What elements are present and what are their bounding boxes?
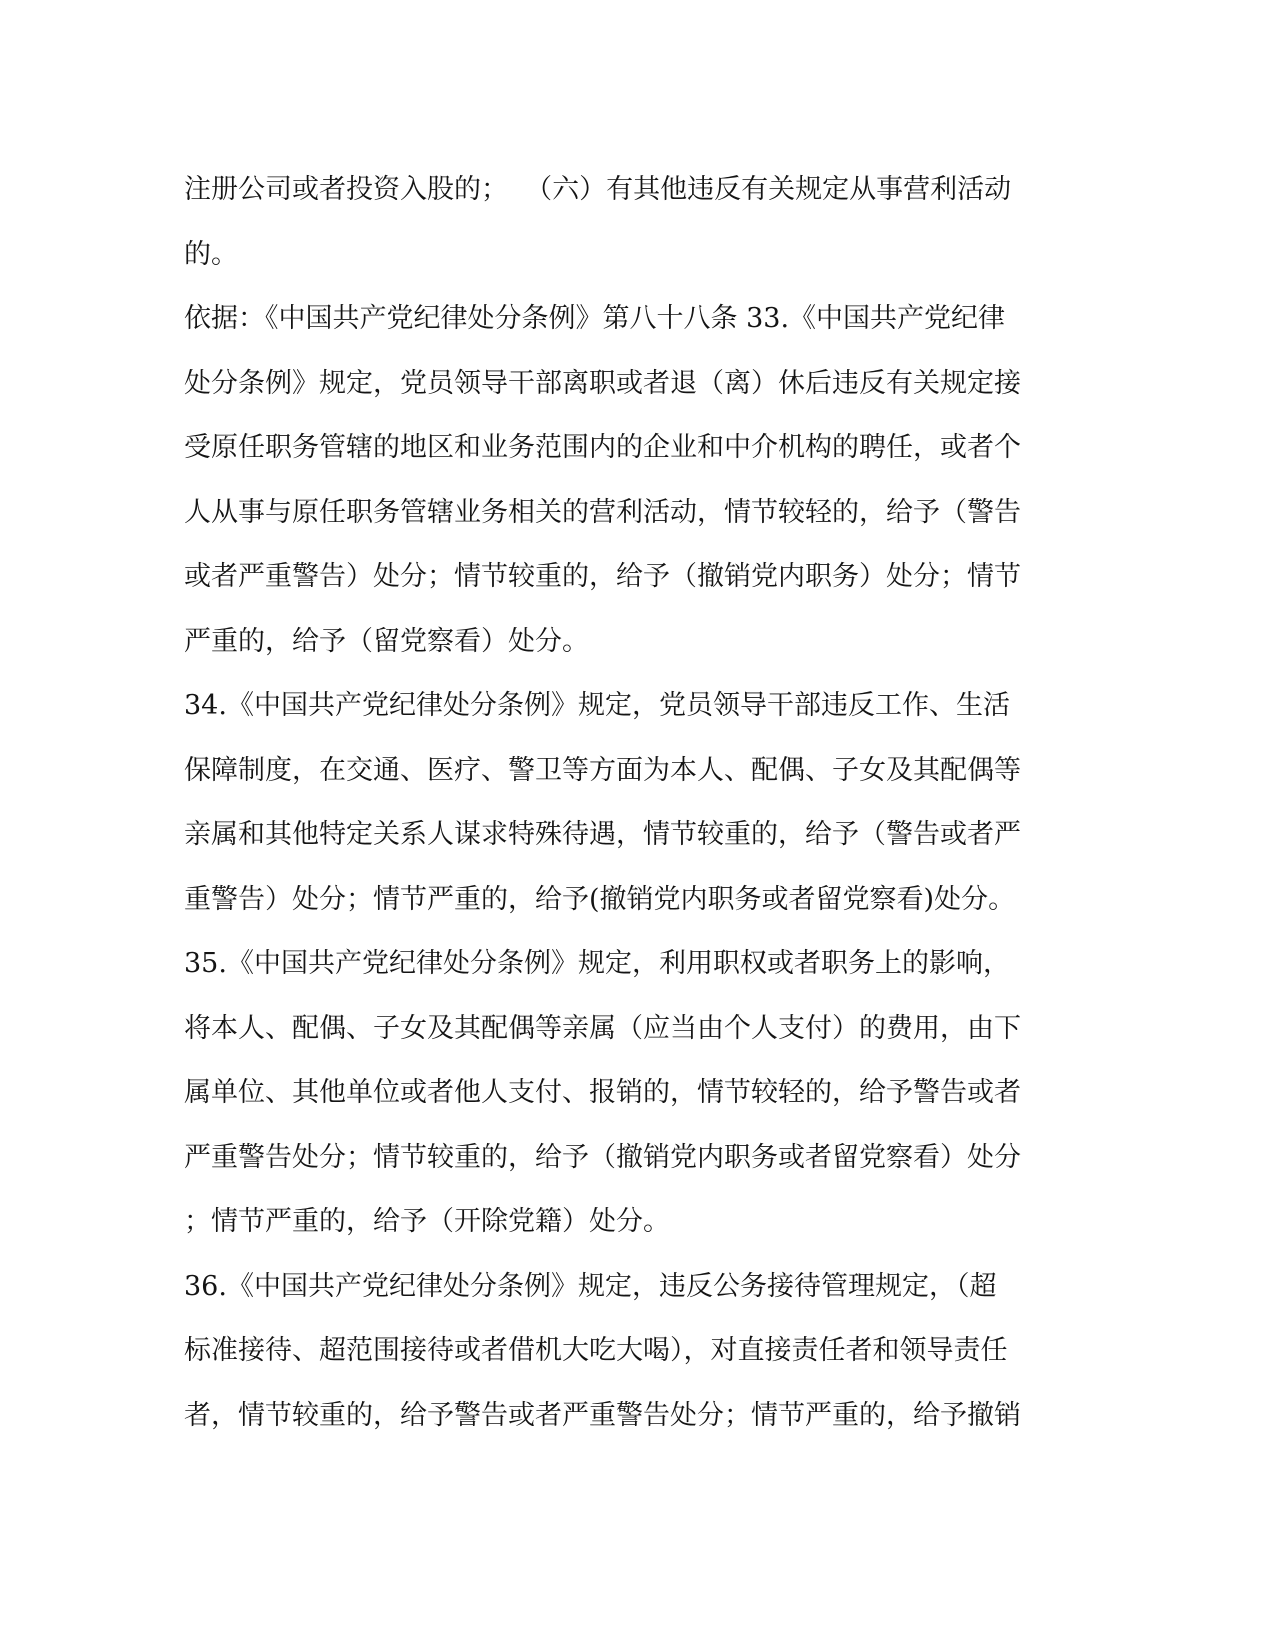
text-line: 者，情节较重的，给予警告或者严重警告处分；情节严重的，给予撤销 — [184, 1399, 1021, 1431]
text-line: 依据：《中国共产党纪律处分条例》第八十八条 33.《中国共产党纪律 — [184, 303, 1006, 334]
text-line: 严重的，给予（留党察看）处分。 — [184, 625, 589, 657]
text-line: 35.《中国共产党纪律处分条例》规定，利用职权或者职务上的影响， — [184, 948, 1010, 979]
text-line: 受原任职务管辖的地区和业务范围内的企业和中介机构的聘任，或者个 — [184, 432, 1021, 463]
text-line: 标准接待、超范围接待或者借机大吃大喝），对直接责任者和领导责任 — [184, 1335, 1008, 1366]
text-line: 人从事与原任职务管辖业务相关的营利活动，情节较轻的，给予（警告 — [184, 496, 1021, 528]
text-line: 注册公司或者投资入股的； （六）有其他违反有关规定从事营利活动 — [184, 174, 1012, 205]
text-line: 36.《中国共产党纪律处分条例》规定，违反公务接待管理规定，（超 — [184, 1270, 997, 1302]
text-line: 将本人、配偶、子女及其配偶等亲属（应当由个人支付）的费用，由下 — [184, 1012, 1021, 1044]
text-line: ；情节严重的，给予（开除党籍）处分。 — [184, 1206, 670, 1237]
text-line: 保障制度，在交通、医疗、警卫等方面为本人、配偶、子女及其配偶等 — [184, 754, 1021, 786]
text-line: 亲属和其他特定关系人谋求特殊待遇，情节较重的，给予（警告或者严 — [184, 819, 1021, 850]
text-line: 严重警告处分；情节较重的，给予（撤销党内职务或者留党察看）处分 — [184, 1141, 1021, 1173]
text-line: 处分条例》规定，党员领导干部离职或者退（离）休后违反有关规定接 — [184, 367, 1021, 399]
text-line: 属单位、其他单位或者他人支付、报销的，情节较轻的，给予警告或者 — [184, 1077, 1021, 1108]
text-line: 重警告）处分；情节严重的，给予(撤销党内职务或者留党察看)处分。 — [184, 883, 1016, 915]
text-line: 的。 — [184, 238, 238, 270]
text-line: 或者严重警告）处分；情节较重的，给予（撤销党内职务）处分；情节 — [184, 561, 1021, 592]
body-text — [184, 158, 1094, 1448]
text-line: 34.《中国共产党纪律处分条例》规定，党员领导干部违反工作、生活 — [184, 690, 1010, 721]
